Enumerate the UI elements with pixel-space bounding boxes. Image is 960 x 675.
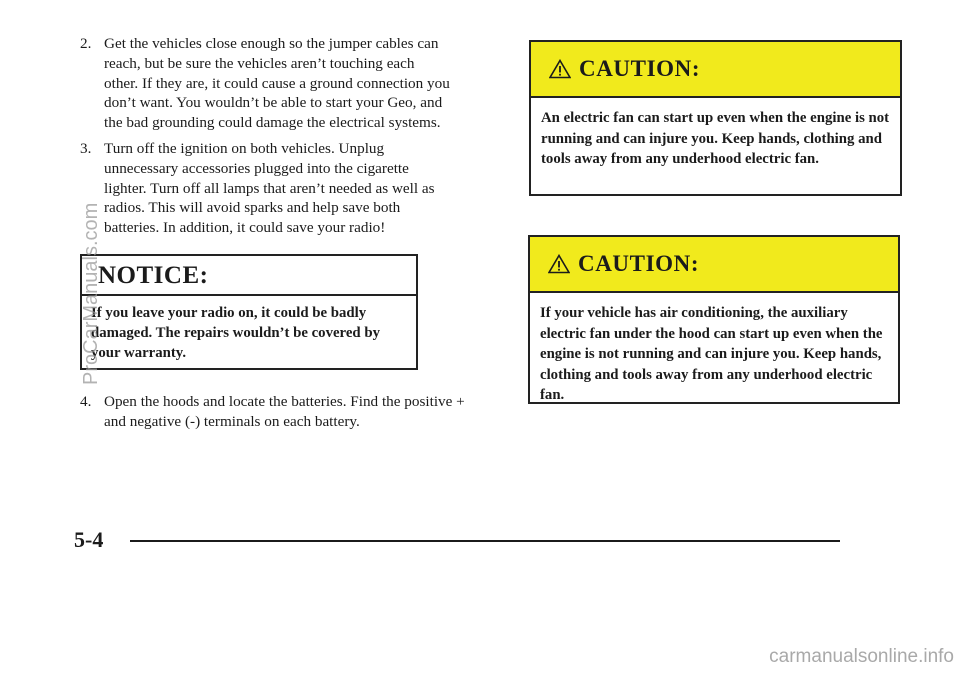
bottom-watermark[interactable]: carmanualsonline.info (769, 646, 954, 667)
page-number: 5-4 (74, 527, 104, 552)
step-2 (80, 34, 452, 133)
step-number: 3. (80, 139, 92, 157)
step-text: Turn off the ignition on both vehicles. Unplug unnecessary accessories plugged into the cigarette lighter. Turn off all lamps that aren’t needed as well as radios. This will avoid sparks and help save both batteries. In addition, it could save your radio! (104, 139, 435, 237)
step-text: Open the hoods and locate the batteries. Find the positive + and negative (-) terminals on each battery. (104, 393, 465, 430)
caution-text: If your vehicle has air conditioning, the auxiliary electric fan under the hood can start up even when the engine is not running and can injure you. Keep hands, clothing and tools away from any underhood electric fan. (540, 305, 883, 404)
step-number: 4. (80, 393, 92, 410)
warning-triangle-icon (549, 59, 571, 79)
warning-triangle-icon (548, 254, 570, 274)
caution-title: CAUTION: (578, 251, 700, 276)
notice-text: If you leave your radio on, it could be badly damaged. The repairs wouldn’t be covered by your warranty. (91, 305, 380, 361)
step-4 (80, 392, 484, 432)
notice-title: NOTICE: (82, 256, 416, 296)
caution-box-fan (529, 40, 902, 196)
caution-header (531, 42, 900, 98)
steps-column (80, 34, 452, 244)
side-watermark: ProCarManuals.com (80, 202, 102, 385)
notice-box (80, 254, 418, 370)
caution-title: CAUTION: (579, 56, 701, 81)
step-text: Get the vehicles close enough so the jumper cables can reach, but be sure the vehicles aren’t touching each other. If they are, it could cause a ground connection you don’t want. You wouldn’t be able to start your Geo, and the bad grounding could damage the electrical systems. (104, 35, 450, 132)
caution-box-ac-fan (528, 235, 900, 404)
step-3 (80, 139, 452, 238)
footer-rule (130, 540, 840, 542)
caution-text: An electric fan can start up even when the engine is not running and can injure you. Keep hands, clothing and tools away from any underhood electric fan. (541, 110, 890, 168)
caution-header (530, 237, 898, 293)
step-number: 2. (80, 35, 92, 52)
